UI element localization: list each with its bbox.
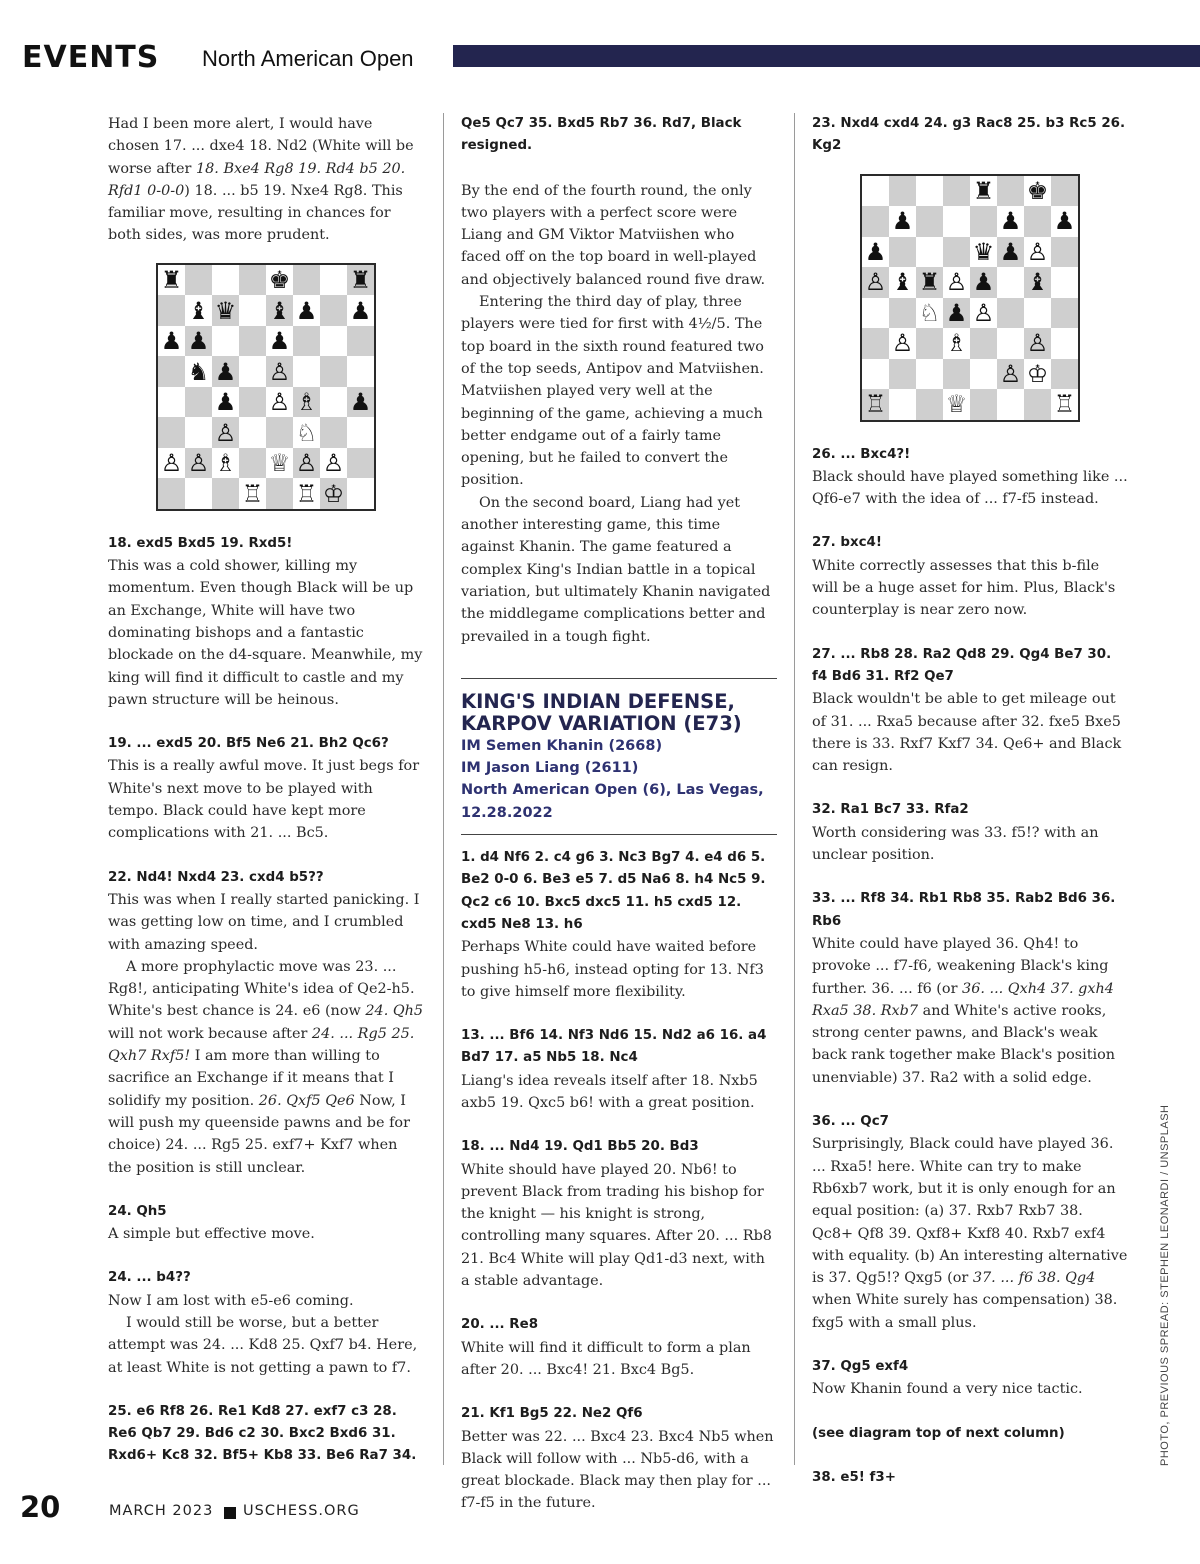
board-square	[293, 295, 320, 326]
board-square	[320, 356, 347, 387]
move-line: 24. Qh5	[108, 1203, 167, 1219]
white-player: IM Semen Khanin (2668)	[461, 737, 663, 754]
black-pawn-icon: ♟	[891, 207, 914, 236]
board-square	[889, 359, 916, 390]
board-square	[943, 267, 970, 298]
board-square	[347, 417, 374, 448]
white-rook-icon: ♖	[1053, 390, 1076, 419]
board-square	[212, 356, 239, 387]
board-square	[997, 206, 1024, 237]
board-square	[212, 448, 239, 479]
board-square	[970, 328, 997, 359]
header-bar	[453, 45, 1200, 67]
board-square	[347, 478, 374, 509]
annotation: I would still be worse, but a better attempt was 24. ... Kd8 25. Qxf7 b4. Here, at least White is not getting a pawn to f7.	[108, 1314, 418, 1376]
board-square	[889, 298, 916, 329]
board-square	[293, 478, 320, 509]
board-square	[266, 356, 293, 387]
annotation: Surprisingly, Black could have played 36. ... Rxa5! here. White can try to make Rb6xb7 work, but it is only enough for an equal position: (a) 37. Rxb7 Rxb7 38. Qc8+ Qf8 39. Qxf8+ Kxf8 40. Rxb7 exf4 with equality. (b) An interesting alternative is 37. Qg5!? Qxg5 (or 37. ... f6 38. Qg4 when White surely has compensation) 38. fxg5 with a small plus.	[812, 1136, 1128, 1331]
board-square	[239, 356, 266, 387]
board-square	[862, 298, 889, 329]
white-bishop-icon: ♗	[214, 449, 237, 478]
game-info	[461, 735, 777, 824]
black-bishop-icon: ♝	[1026, 268, 1049, 297]
board-square	[266, 448, 293, 479]
board-square	[970, 176, 997, 207]
move-line: 33. ... Rf8 34. Rb1 Rb8 35. Rab2 Bd6 36. Rb6	[812, 891, 1116, 929]
white-queen-icon: ♕	[945, 390, 968, 419]
board-square	[212, 295, 239, 326]
board-square	[862, 359, 889, 390]
white-pawn-icon: ♙	[268, 388, 291, 417]
board-square	[185, 387, 212, 418]
board-square	[862, 206, 889, 237]
board-square	[1024, 298, 1051, 329]
board-square	[916, 298, 943, 329]
white-bishop-icon: ♗	[295, 388, 318, 417]
annotation: Worth considering was 33. f5!? with an unclear position.	[812, 824, 1099, 864]
chess-diagram	[860, 174, 1080, 422]
board-square	[158, 478, 185, 509]
white-pawn-icon: ♙	[864, 268, 887, 297]
annotation: This was when I really started panicking. I was getting low on time, and I crumbled with amazing speed.	[108, 891, 420, 953]
black-pawn-icon: ♟	[214, 357, 237, 386]
move-line: 18. exd5 Bxd5 19. Rxd5!	[108, 535, 293, 551]
page-footer	[20, 1490, 620, 1530]
board-square	[1024, 237, 1051, 268]
board-square	[185, 265, 212, 296]
board-square	[293, 265, 320, 296]
annotation: Black should have played something like ... Qf6-e7 with the idea of ... f7-f5 instead.	[812, 468, 1128, 508]
board-square	[320, 265, 347, 296]
annotation: A simple but effective move.	[108, 1226, 315, 1243]
board-square	[970, 237, 997, 268]
board-square	[862, 389, 889, 420]
board-square	[266, 295, 293, 326]
board-square	[158, 326, 185, 357]
board-square	[889, 206, 916, 237]
board-square	[1024, 389, 1051, 420]
white-pawn-icon: ♙	[999, 359, 1022, 388]
column-divider	[443, 113, 444, 1465]
black-knight-icon: ♞	[187, 357, 210, 386]
move-line: 23. Nxd4 cxd4 24. g3 Rac8 25. b3 Rc5 26. Kg2	[812, 116, 1126, 154]
black-pawn-icon: ♟	[999, 237, 1022, 266]
white-knight-icon: ♘	[295, 418, 318, 447]
running-header	[22, 38, 1200, 78]
board-square	[158, 295, 185, 326]
board-square	[1051, 389, 1078, 420]
annotation: White correctly assesses that this b-file will be a huge asset for him. Plus, Black's counterplay is near zero now.	[812, 557, 1116, 619]
board-square	[266, 417, 293, 448]
white-pawn-icon: ♙	[1026, 329, 1049, 358]
board-square	[239, 387, 266, 418]
black-pawn-icon: ♟	[187, 327, 210, 356]
board-square	[239, 326, 266, 357]
move-line: 1. d4 Nf6 2. c4 g6 3. Nc3 Bg7 4. e4 d6 5. Be2 0-0 6. Be3 e5 7. d5 Na6 8. h4 Nc5 9. Qc2 c6 10. Bxc5 dxc5 11. h5 cxd5 12. cxd5 Ne8 13. h6	[461, 850, 766, 932]
move-line: 13. ... Bf6 14. Nf3 Nd6 15. Nd2 a6 16. a4 Bd7 17. a5 Nb5 18. Nc4	[461, 1028, 767, 1066]
black-pawn-icon: ♟	[972, 268, 995, 297]
black-bishop-icon: ♝	[268, 296, 291, 325]
board-square	[293, 326, 320, 357]
annotation: Liang's idea reveals itself after 18. Nxb5 axb5 19. Qxc5 b6! with a great position.	[461, 1072, 758, 1111]
board-square	[1051, 237, 1078, 268]
board-square	[185, 326, 212, 357]
board-square	[293, 387, 320, 418]
white-pawn-icon: ♙	[322, 449, 345, 478]
board-square	[320, 478, 347, 509]
white-pawn-icon: ♙	[891, 329, 914, 358]
board-square	[943, 389, 970, 420]
annotation: Now Khanin found a very nice tactic.	[812, 1381, 1083, 1398]
board-square	[1051, 267, 1078, 298]
board-square	[1024, 176, 1051, 207]
board-square	[158, 265, 185, 296]
board-square	[293, 417, 320, 448]
board-square	[185, 417, 212, 448]
board-square	[266, 478, 293, 509]
board-square	[1051, 176, 1078, 207]
move-line: 36. ... Qc7	[812, 1114, 889, 1130]
game-header-rule	[461, 678, 777, 679]
board-square	[943, 298, 970, 329]
board-square	[158, 448, 185, 479]
board-square	[862, 176, 889, 207]
board-square	[1051, 328, 1078, 359]
black-player: IM Jason Liang (2611)	[461, 760, 639, 777]
black-pawn-icon: ♟	[864, 237, 887, 266]
board-square	[997, 298, 1024, 329]
board-square	[347, 356, 374, 387]
board-square	[943, 359, 970, 390]
board-square	[970, 267, 997, 298]
black-king-icon: ♚	[1026, 176, 1049, 205]
board-square	[943, 176, 970, 207]
white-rook-icon: ♖	[864, 390, 887, 419]
board-square	[158, 417, 185, 448]
black-king-icon: ♚	[268, 266, 291, 295]
board-square	[943, 237, 970, 268]
move-line: 26. ... Bxc4?!	[812, 446, 911, 462]
annotation: White will find it difficult to form a plan after 20. ... Bxc4! 21. Bxc4 Bg5.	[461, 1339, 751, 1378]
board-square	[1024, 328, 1051, 359]
board-square	[320, 326, 347, 357]
board-square	[970, 206, 997, 237]
move-line: Qe5 Qc7 35. Bxd5 Rb7 36. Rd7, Black resigned.	[461, 116, 742, 154]
board-square	[889, 328, 916, 359]
move-line: 21. Kf1 Bg5 22. Ne2 Qf6	[461, 1406, 643, 1422]
board-square	[239, 417, 266, 448]
white-pawn-icon: ♙	[268, 357, 291, 386]
white-king-icon: ♔	[322, 479, 345, 508]
move-line: 38. e5! f3+	[812, 1469, 896, 1485]
move-line: 22. Nd4! Nxd4 23. cxd4 b5??	[108, 869, 324, 885]
board-square	[1051, 298, 1078, 329]
issue-date: MARCH 2023	[109, 1503, 214, 1519]
move-line: 24. ... b4??	[108, 1270, 191, 1286]
white-pawn-icon: ♙	[1026, 237, 1049, 266]
board-square	[347, 387, 374, 418]
game-event: North American Open (6), Las Vegas,	[461, 782, 764, 799]
board-square	[239, 478, 266, 509]
annotation: Better was 22. ... Bxc4 23. Bxc4 Nb5 when Black will follow with ... Nb5-d6, with a great blockade. Black may then play for ... f7-f5 in the future.	[461, 1428, 774, 1512]
annotation: Perhaps White could have waited before pushing h5-h6, instead opting for 13. Nf3 to give himself more flexibility.	[461, 939, 764, 1000]
board-square	[320, 387, 347, 418]
board-square	[943, 328, 970, 359]
board-square	[997, 359, 1024, 390]
white-bishop-icon: ♗	[945, 329, 968, 358]
board-square	[320, 448, 347, 479]
annotation: This was a cold shower, killing my momentum. Even though Black will be up an Exchange, White will have two dominating bishops and a fantastic blockade on the d4-square. Meanwhile, my king will find it difficult to castle and my pawn structure will be heinous.	[108, 558, 423, 708]
board-square	[1024, 267, 1051, 298]
page-number: 20	[20, 1490, 61, 1524]
white-pawn-icon: ♙	[972, 298, 995, 327]
board-square	[862, 267, 889, 298]
board-square	[212, 478, 239, 509]
body-paragraph: By the end of the fourth round, the only two players with a perfect score were Liang and GM Viktor Matviishen who faced off on the top board in well-played and objectively balanced round five draw.	[461, 182, 766, 288]
move-line: 37. Qg5 exf4	[812, 1358, 909, 1374]
board-square	[212, 387, 239, 418]
move-line: 20. ... Re8	[461, 1317, 539, 1333]
board-square	[997, 328, 1024, 359]
chess-diagram	[156, 263, 376, 511]
board-square	[239, 448, 266, 479]
black-bishop-icon: ♝	[187, 296, 210, 325]
black-pawn-icon: ♟	[214, 388, 237, 417]
board-square	[239, 295, 266, 326]
board-square	[1051, 206, 1078, 237]
body-paragraph: Entering the third day of play, three players were tied for first with 4½/5. The top board in the sixth round featured two of the top seeds, Antipov and Matviishen. Matviishen played very well at the beginning of the game, achieving a much better endgame out of a fairly tame opening, but he failed to convert the position.	[461, 294, 764, 489]
photo-credit: PHOTO, PREVIOUS SPREAD: STEPHEN LEONARDI / UNSPLASH	[1159, 1104, 1171, 1466]
move-line: 19. ... exd5 20. Bf5 Ne6 21. Bh2 Qc6?	[108, 736, 389, 752]
move-line: 18. ... Nd4 19. Qd1 Bb5 20. Bd3	[461, 1139, 699, 1155]
board-square	[266, 326, 293, 357]
black-pawn-icon: ♟	[1053, 207, 1076, 236]
black-pawn-icon: ♟	[160, 327, 183, 356]
board-square	[266, 265, 293, 296]
black-rook-icon: ♜	[349, 266, 372, 295]
board-square	[997, 267, 1024, 298]
annotation: A more prophylactic move was 23. ... Rg8!, anticipating White's idea of Qe2-h5. White's best chance is 24. e6 (now 24. Qh5 will not work because after 24. ... Rg5 25. Qxh7 Rxf5! I am more than willing to sacrifice an Exchange if it means that I solidify my position. 26. Qxf5 Qe6 Now, I will push my queenside pawns and be for choice) 24. ... Rg5 25. exf7+ Kxf7 when the position is still unclear.	[108, 958, 424, 1176]
board-square	[293, 448, 320, 479]
board-square	[1051, 359, 1078, 390]
white-knight-icon: ♘	[918, 298, 941, 327]
column-3	[812, 113, 1128, 1489]
white-pawn-icon: ♙	[187, 449, 210, 478]
board-square	[916, 267, 943, 298]
board-square	[916, 176, 943, 207]
board-square	[347, 295, 374, 326]
board-square	[185, 448, 212, 479]
column-1	[108, 113, 424, 1468]
black-rook-icon: ♜	[160, 266, 183, 295]
black-pawn-icon: ♟	[268, 327, 291, 356]
board-square	[212, 326, 239, 357]
annotation: White should have played 20. Nb6! to prevent Black from trading his bishop for the knight — his knight is strong, controlling many squares. After 20. ... Rb8 21. Bc4 White will play Qd1-d3 next, with a stable advantage.	[461, 1161, 772, 1290]
board-square	[347, 448, 374, 479]
board-square	[916, 206, 943, 237]
move-line: (see diagram top of next column)	[812, 1425, 1065, 1441]
black-rook-icon: ♜	[972, 176, 995, 205]
board-square	[320, 295, 347, 326]
intro-paragraph: Had I been more alert, I would have chosen 17. ... dxe4 18. Nd2 (White will be worse after 18. Bxe4 Rg8 19. Rd4 b5 20. Rfd1 0-0-0) 18. ... b5 19. Nxe4 Rg8. This familiar move, resulting in chances for both sides, was more prudent.	[108, 116, 414, 244]
board-square	[943, 206, 970, 237]
board-square	[239, 265, 266, 296]
game-date: 12.28.2022	[461, 804, 553, 821]
black-queen-icon: ♛	[214, 296, 237, 325]
white-pawn-icon: ♙	[214, 418, 237, 447]
annotation: This is a really awful move. It just begs for White's next move to be played with tempo. Black could have kept more complications with 21. ... Bc5.	[108, 758, 420, 842]
white-queen-icon: ♕	[268, 449, 291, 478]
section-title: EVENTS	[22, 40, 160, 75]
white-rook-icon: ♖	[295, 479, 318, 508]
opening-title: KING'S INDIAN DEFENSE, KARPOV VARIATION (E73)	[461, 689, 742, 735]
board-square	[158, 356, 185, 387]
board-square	[347, 326, 374, 357]
board-square	[293, 356, 320, 387]
board-square	[916, 237, 943, 268]
move-line: 25. e6 Rf8 26. Re1 Kd8 27. exf7 c3 28. Re6 Qb7 29. Bd6 c2 30. Bxc2 Bxd6 31. Rxd6+ Kc8 32. Bf5+ Kb8 33. Be6 Ra7 34.	[108, 1403, 417, 1464]
annotation: Now I am lost with e5-e6 coming.	[108, 1292, 354, 1309]
board-square	[185, 478, 212, 509]
board-square	[889, 267, 916, 298]
board-square	[889, 237, 916, 268]
black-rook-icon: ♜	[918, 268, 941, 297]
board-square	[970, 359, 997, 390]
move-line: 27. bxc4!	[812, 535, 882, 551]
board-square	[862, 328, 889, 359]
move-line: 32. Ra1 Bc7 33. Rfa2	[812, 802, 969, 818]
annotation: Black wouldn't be able to get mileage out of 31. ... Rxa5 because after 32. fxe5 Bxe5 there is 33. Rxf7 Kxf7 34. Qe6+ and Black can resign.	[812, 691, 1122, 775]
board-square	[916, 359, 943, 390]
board-square	[889, 176, 916, 207]
board-square	[889, 389, 916, 420]
board-square	[347, 265, 374, 296]
board-square	[320, 417, 347, 448]
black-bishop-icon: ♝	[891, 268, 914, 297]
board-square	[1024, 359, 1051, 390]
board-square	[266, 387, 293, 418]
event-title: North American Open	[202, 46, 414, 71]
board-square	[212, 417, 239, 448]
black-pawn-icon: ♟	[999, 207, 1022, 236]
board-square	[916, 389, 943, 420]
board-square	[862, 237, 889, 268]
separator-square	[224, 1507, 236, 1519]
white-pawn-icon: ♙	[160, 449, 183, 478]
site-url: USCHESS.ORG	[243, 1503, 360, 1519]
board-square	[997, 389, 1024, 420]
black-pawn-icon: ♟	[349, 388, 372, 417]
board-square	[1024, 206, 1051, 237]
column-2	[461, 113, 777, 1515]
board-square	[185, 356, 212, 387]
board-square	[997, 176, 1024, 207]
black-pawn-icon: ♟	[295, 296, 318, 325]
board-square	[970, 389, 997, 420]
white-pawn-icon: ♙	[295, 449, 318, 478]
annotation: White could have played 36. Qh4! to provoke ... f7-f6, weakening Black's king further. 36. ... f6 (or 36. ... Qxh4 37. gxh4 Rxa5 38. Rxb7 and White's active rooks, strong center pawns, and Black's weak back rank together make Black's position unenviable) 37. Ra2 with a solid edge.	[812, 935, 1116, 1086]
board-square	[158, 387, 185, 418]
board-square	[212, 265, 239, 296]
column-divider	[794, 113, 795, 1465]
white-king-icon: ♔	[1026, 359, 1049, 388]
board-square	[916, 328, 943, 359]
black-pawn-icon: ♟	[945, 298, 968, 327]
move-line: 27. ... Rb8 28. Ra2 Qd8 29. Qg4 Be7 30. f4 Bd6 31. Rf2 Qe7	[812, 646, 1112, 684]
white-pawn-icon: ♙	[945, 268, 968, 297]
board-square	[970, 298, 997, 329]
black-queen-icon: ♛	[972, 237, 995, 266]
body-paragraph: On the second board, Liang had yet another interesting game, this time against Khanin. The game featured a complex King's Indian battle in a topical variation, but ultimately Khanin navigated the middlegame complications better and prevailed in a tough fight.	[461, 494, 771, 645]
board-square	[185, 295, 212, 326]
white-rook-icon: ♖	[241, 479, 264, 508]
black-pawn-icon: ♟	[349, 296, 372, 325]
board-square	[997, 237, 1024, 268]
